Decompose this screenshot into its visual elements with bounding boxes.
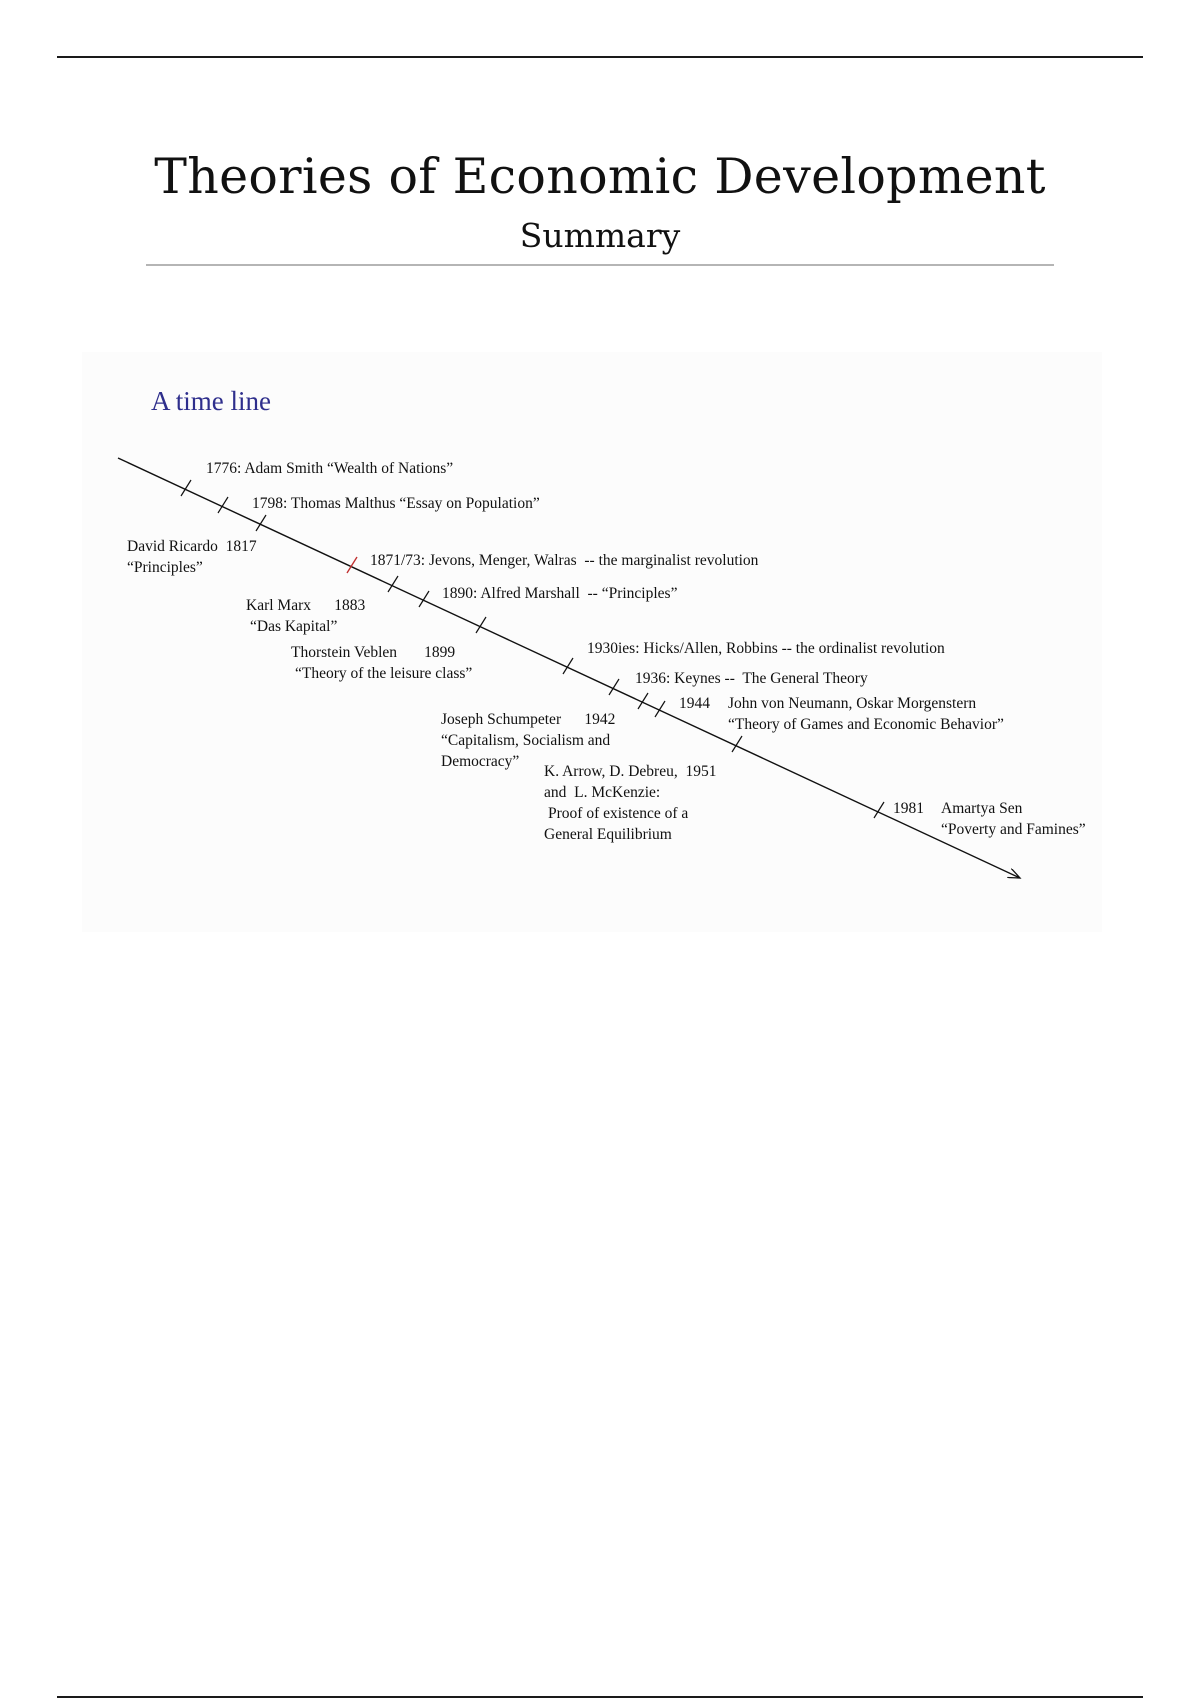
label-arrow-line1: K. Arrow, D. Debreu, 1951 <box>544 763 717 780</box>
label-schumpeter-line3: Democracy” <box>441 753 520 770</box>
label-schumpeter-line1: Joseph Schumpeter 1942 <box>441 711 616 728</box>
label-arrow-line2: and L. McKenzie: <box>544 784 661 801</box>
label-marshall: 1890: Alfred Marshall -- “Principles” <box>442 585 678 602</box>
label-ordinalist: 1930ies: Hicks/Allen, Robbins -- the ordinalist revolution <box>587 640 945 657</box>
label-schumpeter-line2: “Capitalism, Socialism and <box>441 732 611 749</box>
title-divider <box>146 264 1054 266</box>
label-marx-line1: Karl Marx 1883 <box>246 597 366 614</box>
label-veblen-line2: “Theory of the leisure class” <box>295 665 473 682</box>
label-marx-line2: “Das Kapital” <box>250 618 338 635</box>
page-subtitle: Summary <box>519 216 681 255</box>
page-title: Theories of Economic Development <box>154 148 1046 205</box>
label-arrow-line3: Proof of existence of a <box>548 805 689 822</box>
label-neumann-year: 1944 <box>679 695 710 712</box>
bottom-rule <box>57 1696 1143 1698</box>
timeline-svg <box>82 352 1102 932</box>
label-neumann-line1: John von Neumann, Oskar Morgenstern <box>728 695 977 712</box>
label-ricardo-line2: “Principles” <box>127 559 203 576</box>
label-neumann-line2: “Theory of Games and Economic Behavior” <box>728 716 1004 733</box>
label-ricardo-line1: David Ricardo 1817 <box>127 538 257 555</box>
label-sen-line1: Amartya Sen <box>941 800 1023 817</box>
timeline-heading: A time line <box>151 386 271 416</box>
label-keynes: 1936: Keynes -- The General Theory <box>635 670 868 687</box>
timeline-figure <box>82 352 1102 932</box>
top-rule <box>57 56 1143 58</box>
label-arrow-line4: General Equilibrium <box>544 826 672 843</box>
label-marginalist: 1871/73: Jevons, Menger, Walras -- the marginalist revolution <box>370 552 759 569</box>
label-smith: 1776: Adam Smith “Wealth of Nations” <box>206 460 454 477</box>
label-veblen-line1: Thorstein Veblen 1899 <box>291 644 456 661</box>
label-sen-year: 1981 <box>893 800 924 817</box>
label-malthus: 1798: Thomas Malthus “Essay on Population” <box>252 495 540 512</box>
label-sen-line2: “Poverty and Famines” <box>941 821 1086 838</box>
